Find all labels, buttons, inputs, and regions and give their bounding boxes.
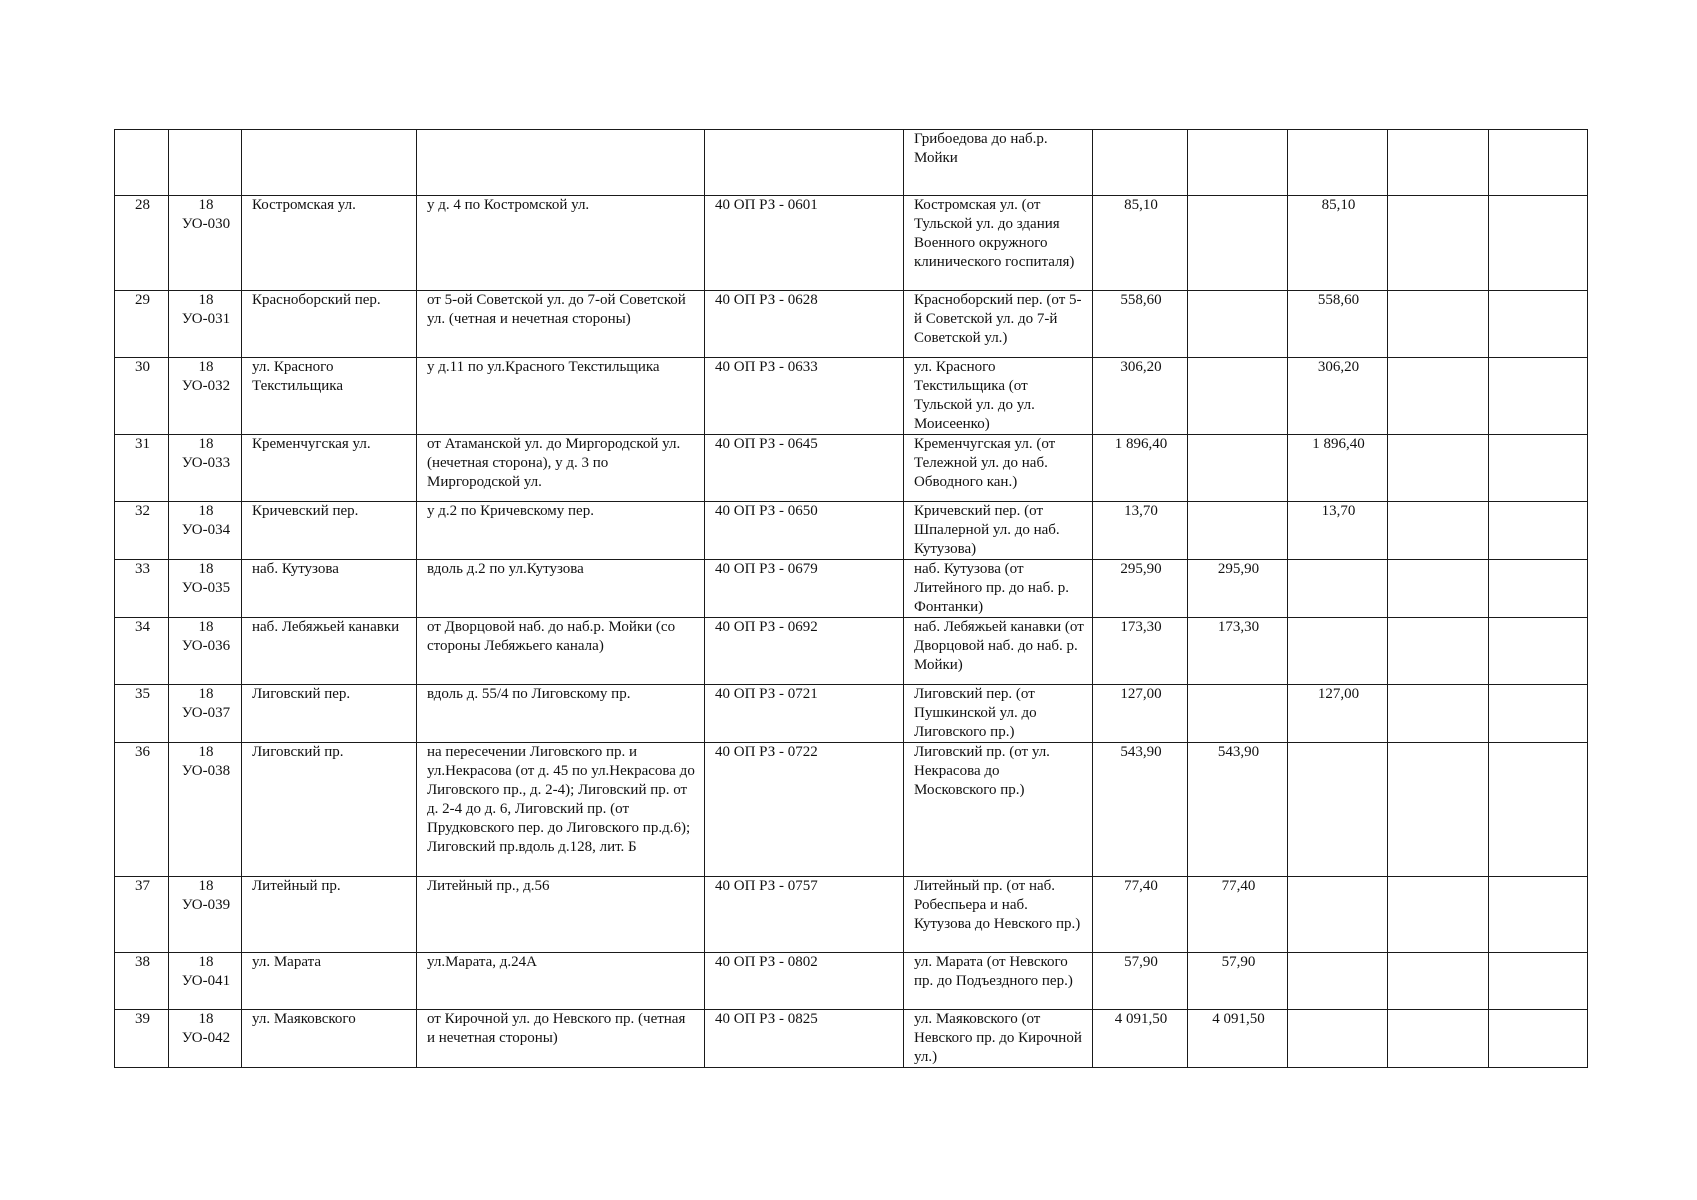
cell-total: 558,60 xyxy=(1093,291,1188,358)
cell-total: 173,30 xyxy=(1093,618,1188,685)
cell-street xyxy=(242,130,417,196)
cell-location: вдоль д. 55/4 по Лиговскому пр. xyxy=(417,685,705,743)
cell-location: у д.11 по ул.Красного Текстильщика xyxy=(417,358,705,435)
cell-col-b: 306,20 xyxy=(1288,358,1388,435)
table-row xyxy=(115,291,1588,358)
cell-segment: Кричевский пер. (от Шпалерной ул. до наб. Кутузова) xyxy=(904,502,1093,560)
cell-col-b xyxy=(1288,953,1388,1010)
cell-col-d xyxy=(1489,1010,1588,1068)
cell-id: 18 УО-033 xyxy=(169,435,242,502)
cell-total: 1 896,40 xyxy=(1093,435,1188,502)
cell-col-d xyxy=(1489,685,1588,743)
table-row xyxy=(115,358,1588,435)
cell-id: 18 УО-034 xyxy=(169,502,242,560)
cell-id xyxy=(169,130,242,196)
cell-col-d xyxy=(1489,560,1588,618)
cell-col-b xyxy=(1288,743,1388,877)
cell-col-a xyxy=(1188,358,1288,435)
cell-col-c xyxy=(1388,358,1489,435)
cell-segment: Лиговский пр. (от ул. Некрасова до Московского пр.) xyxy=(904,743,1093,877)
cell-street: ул. Красного Текстильщика xyxy=(242,358,417,435)
cell-col-d xyxy=(1489,743,1588,877)
cell-total: 13,70 xyxy=(1093,502,1188,560)
cell-col-c xyxy=(1388,196,1489,291)
cell-col-d xyxy=(1489,291,1588,358)
table-row xyxy=(115,953,1588,1010)
table-row xyxy=(115,877,1588,953)
cell-col-c xyxy=(1388,130,1489,196)
cell-code: 40 ОП РЗ - 0722 xyxy=(705,743,904,877)
cell-no: 39 xyxy=(115,1010,169,1068)
cell-col-c xyxy=(1388,953,1489,1010)
cell-code: 40 ОП РЗ - 0721 xyxy=(705,685,904,743)
cell-col-a: 173,30 xyxy=(1188,618,1288,685)
cell-col-a: 77,40 xyxy=(1188,877,1288,953)
cell-code: 40 ОП РЗ - 0650 xyxy=(705,502,904,560)
cell-col-b xyxy=(1288,560,1388,618)
cell-code: 40 ОП РЗ - 0692 xyxy=(705,618,904,685)
cell-id: 18 УО-038 xyxy=(169,743,242,877)
cell-no: 36 xyxy=(115,743,169,877)
cell-segment: Кременчугская ул. (от Тележной ул. до наб. Обводного кан.) xyxy=(904,435,1093,502)
cell-total xyxy=(1093,130,1188,196)
cell-id: 18 УО-035 xyxy=(169,560,242,618)
table-row xyxy=(115,560,1588,618)
cell-id: 18 УО-031 xyxy=(169,291,242,358)
cell-col-b: 1 896,40 xyxy=(1288,435,1388,502)
cell-street: наб. Кутузова xyxy=(242,560,417,618)
table-row xyxy=(115,685,1588,743)
cell-col-c xyxy=(1388,618,1489,685)
cell-location xyxy=(417,130,705,196)
cell-col-c xyxy=(1388,502,1489,560)
cell-segment: Лиговский пер. (от Пушкинской ул. до Лиговского пр.) xyxy=(904,685,1093,743)
cell-total: 57,90 xyxy=(1093,953,1188,1010)
cell-code: 40 ОП РЗ - 0802 xyxy=(705,953,904,1010)
cell-segment: Красноборский пер. (от 5-й Советской ул. до 7-й Советской ул.) xyxy=(904,291,1093,358)
cell-location: от Кирочной ул. до Невского пр. (четная и нечетная стороны) xyxy=(417,1010,705,1068)
cell-code: 40 ОП РЗ - 0825 xyxy=(705,1010,904,1068)
cell-col-c xyxy=(1388,743,1489,877)
cell-street: Литейный пр. xyxy=(242,877,417,953)
cell-total: 295,90 xyxy=(1093,560,1188,618)
cell-total: 306,20 xyxy=(1093,358,1188,435)
cell-code: 40 ОП РЗ - 0679 xyxy=(705,560,904,618)
cell-no: 28 xyxy=(115,196,169,291)
cell-id: 18 УО-041 xyxy=(169,953,242,1010)
cell-street: Кричевский пер. xyxy=(242,502,417,560)
cell-no: 29 xyxy=(115,291,169,358)
cell-col-b: 127,00 xyxy=(1288,685,1388,743)
cell-col-d xyxy=(1489,618,1588,685)
cell-col-d xyxy=(1489,502,1588,560)
cell-col-d xyxy=(1489,130,1588,196)
cell-col-b xyxy=(1288,618,1388,685)
cell-location: ул.Марата, д.24А xyxy=(417,953,705,1010)
cell-location: на пересечении Лиговского пр. и ул.Некрасова (от д. 45 по ул.Некрасова до Лиговского пр., д. 2-4); Лиговский пр. от д. 2-4 до д. 6, Лиговский пр. (от Прудковского пер. до Лиговского пр.д.6); Лиговский пр.вдоль д.128, лит. Б xyxy=(417,743,705,877)
cell-col-a: 4 091,50 xyxy=(1188,1010,1288,1068)
cell-no xyxy=(115,130,169,196)
cell-id: 18 УО-039 xyxy=(169,877,242,953)
cell-street: наб. Лебяжьей канавки xyxy=(242,618,417,685)
cell-street: Лиговский пр. xyxy=(242,743,417,877)
cell-no: 38 xyxy=(115,953,169,1010)
table-row xyxy=(115,618,1588,685)
cell-col-d xyxy=(1489,196,1588,291)
cell-street: Красноборский пер. xyxy=(242,291,417,358)
cell-no: 32 xyxy=(115,502,169,560)
cell-no: 33 xyxy=(115,560,169,618)
cell-col-a xyxy=(1188,435,1288,502)
cell-no: 37 xyxy=(115,877,169,953)
cell-col-c xyxy=(1388,685,1489,743)
cell-col-a: 57,90 xyxy=(1188,953,1288,1010)
roads-table xyxy=(114,129,1588,1068)
cell-code xyxy=(705,130,904,196)
cell-code: 40 ОП РЗ - 0633 xyxy=(705,358,904,435)
table-row xyxy=(115,435,1588,502)
cell-id: 18 УО-037 xyxy=(169,685,242,743)
cell-segment: Грибоедова до наб.р. Мойки xyxy=(904,130,1093,196)
cell-code: 40 ОП РЗ - 0645 xyxy=(705,435,904,502)
cell-col-a: 543,90 xyxy=(1188,743,1288,877)
cell-total: 127,00 xyxy=(1093,685,1188,743)
cell-col-a xyxy=(1188,130,1288,196)
cell-location: у д. 4 по Костромской ул. xyxy=(417,196,705,291)
cell-no: 35 xyxy=(115,685,169,743)
cell-col-c xyxy=(1388,560,1489,618)
cell-street: ул. Марата xyxy=(242,953,417,1010)
cell-col-c xyxy=(1388,291,1489,358)
cell-code: 40 ОП РЗ - 0628 xyxy=(705,291,904,358)
cell-code: 40 ОП РЗ - 0601 xyxy=(705,196,904,291)
cell-col-b xyxy=(1288,130,1388,196)
cell-no: 30 xyxy=(115,358,169,435)
table-row xyxy=(115,1010,1588,1068)
cell-street: Кременчугская ул. xyxy=(242,435,417,502)
cell-col-c xyxy=(1388,877,1489,953)
cell-total: 543,90 xyxy=(1093,743,1188,877)
cell-segment: ул. Красного Текстильщика (от Тульской ул. до ул. Моисеенко) xyxy=(904,358,1093,435)
cell-col-a xyxy=(1188,291,1288,358)
table-row-continuation xyxy=(115,130,1588,196)
cell-id: 18 УО-042 xyxy=(169,1010,242,1068)
cell-col-c xyxy=(1388,435,1489,502)
cell-total: 77,40 xyxy=(1093,877,1188,953)
cell-col-a xyxy=(1188,196,1288,291)
cell-col-b: 558,60 xyxy=(1288,291,1388,358)
cell-col-a: 295,90 xyxy=(1188,560,1288,618)
table-row xyxy=(115,196,1588,291)
cell-total: 4 091,50 xyxy=(1093,1010,1188,1068)
cell-code: 40 ОП РЗ - 0757 xyxy=(705,877,904,953)
cell-col-a xyxy=(1188,502,1288,560)
cell-segment: наб. Лебяжьей канавки (от Дворцовой наб. до наб. р. Мойки) xyxy=(904,618,1093,685)
cell-col-a xyxy=(1188,685,1288,743)
cell-segment: ул. Маяковского (от Невского пр. до Кирочной ул.) xyxy=(904,1010,1093,1068)
cell-street: Лиговский пер. xyxy=(242,685,417,743)
cell-location: вдоль д.2 по ул.Кутузова xyxy=(417,560,705,618)
cell-segment: Костромская ул. (от Тульской ул. до здания Военного окружного клинического госпиталя) xyxy=(904,196,1093,291)
table-row xyxy=(115,502,1588,560)
cell-col-b xyxy=(1288,877,1388,953)
cell-segment: Литейный пр. (от наб. Робеспьера и наб. Кутузова до Невского пр.) xyxy=(904,877,1093,953)
cell-col-d xyxy=(1489,358,1588,435)
cell-location: от Атаманской ул. до Миргородской ул. (нечетная сторона), у д. 3 по Миргородской ул. xyxy=(417,435,705,502)
cell-col-b xyxy=(1288,1010,1388,1068)
cell-segment: ул. Марата (от Невского пр. до Подъездного пер.) xyxy=(904,953,1093,1010)
cell-location: от Дворцовой наб. до наб.р. Мойки (со стороны Лебяжьего канала) xyxy=(417,618,705,685)
cell-col-b: 13,70 xyxy=(1288,502,1388,560)
cell-id: 18 УО-030 xyxy=(169,196,242,291)
cell-col-d xyxy=(1489,953,1588,1010)
cell-col-b: 85,10 xyxy=(1288,196,1388,291)
cell-location: Литейный пр., д.56 xyxy=(417,877,705,953)
cell-no: 31 xyxy=(115,435,169,502)
cell-street: ул. Маяковского xyxy=(242,1010,417,1068)
cell-id: 18 УО-032 xyxy=(169,358,242,435)
cell-col-d xyxy=(1489,435,1588,502)
cell-segment: наб. Кутузова (от Литейного пр. до наб. р. Фонтанки) xyxy=(904,560,1093,618)
table-row xyxy=(115,743,1588,877)
cell-total: 85,10 xyxy=(1093,196,1188,291)
cell-id: 18 УО-036 xyxy=(169,618,242,685)
cell-location: от 5-ой Советской ул. до 7-ой Советской ул. (четная и нечетная стороны) xyxy=(417,291,705,358)
cell-location: у д.2 по Кричевскому пер. xyxy=(417,502,705,560)
cell-street: Костромская ул. xyxy=(242,196,417,291)
cell-col-c xyxy=(1388,1010,1489,1068)
cell-col-d xyxy=(1489,877,1588,953)
cell-no: 34 xyxy=(115,618,169,685)
